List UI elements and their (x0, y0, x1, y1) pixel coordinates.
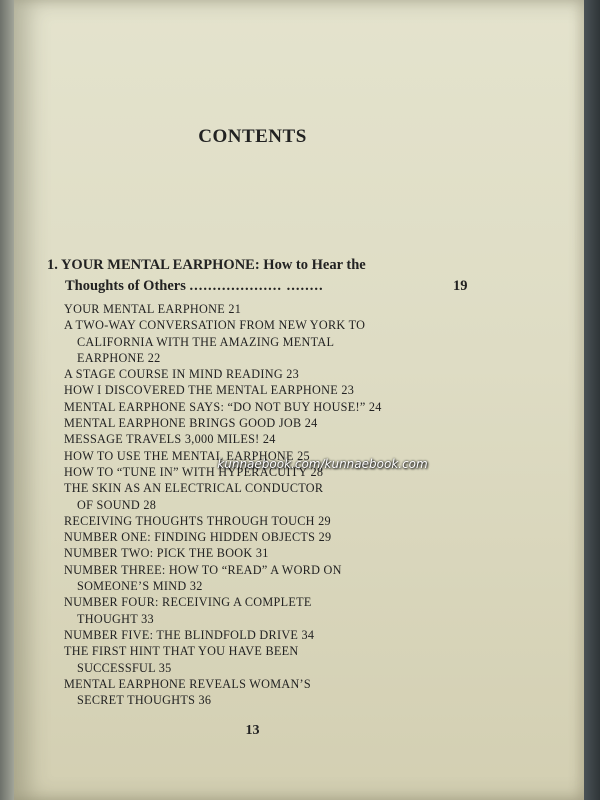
toc-entry-line-cont: OF SOUND 28 (77, 497, 157, 512)
toc-entry (64, 366, 464, 382)
chapter-title: 1. YOUR MENTAL EARPHONE: How to Hear the (47, 257, 366, 273)
toc-entry-line: A TWO-WAY CONVERSATION FROM NEW YORK TO (64, 318, 366, 333)
toc-entry-line: THE FIRST HINT THAT YOU HAVE BEEN (64, 644, 299, 659)
toc-entry (64, 529, 464, 545)
toc-entry-line: NUMBER ONE: FINDING HIDDEN OBJECTS 29 (64, 530, 332, 545)
toc-entry-line: NUMBER FOUR: RECEIVING A COMPLETE (64, 595, 312, 610)
chapter-entry (47, 255, 477, 297)
toc-entry-line: MENTAL EARPHONE BRINGS GOOD JOB 24 (64, 416, 318, 431)
toc-entry (64, 415, 464, 431)
toc-entry-line: MENTAL EARPHONE REVEALS WOMAN’S (64, 676, 311, 691)
toc-entry (64, 431, 464, 447)
toc-entry (64, 562, 464, 595)
toc-entry (64, 594, 464, 627)
toc-entry-line-cont: SECRET THOUGHTS 36 (77, 693, 212, 708)
toc-entry (64, 382, 464, 398)
toc-entry-line-cont: SOMEONE’S MIND 32 (77, 579, 203, 594)
toc-entry-line: HOW TO USE THE MENTAL EARPHONE 25 (64, 448, 310, 463)
toc-entry-line: RECEIVING THOUGHTS THROUGH TOUCH 29 (64, 513, 331, 528)
toc-entry-line: HOW I DISCOVERED THE MENTAL EARPHONE 23 (64, 383, 355, 398)
chapter-page-number: 19 (453, 278, 468, 294)
toc-entry (64, 399, 464, 415)
toc-entry-line-cont: CALIFORNIA WITH THE AMAZING MENTAL (77, 334, 335, 349)
book-cover-edge (584, 0, 600, 800)
chapter-title-cont (47, 276, 477, 297)
page-number: 13 (245, 723, 260, 738)
toc-entry-line-cont: SUCCESSFUL 35 (77, 660, 172, 675)
toc-entry (64, 301, 464, 317)
toc-entry-line: NUMBER THREE: HOW TO “READ” A WORD ON (64, 562, 342, 577)
toc-entry-line-cont: THOUGHT 33 (77, 611, 154, 626)
contents-heading: CONTENTS (198, 126, 307, 147)
chapter-subtitle: Thoughts of Others (65, 278, 186, 294)
toc-entry (64, 545, 464, 561)
toc-entry-line: THE SKIN AS AN ELECTRICAL CONDUCTOR (64, 481, 324, 496)
toc-entry (64, 480, 464, 513)
toc-entry (64, 627, 464, 643)
toc-entry-line: NUMBER TWO: PICK THE BOOK 31 (64, 546, 269, 561)
toc-entry (64, 513, 464, 529)
toc-entry-line: MESSAGE TRAVELS 3,000 MILES! 24 (64, 432, 276, 447)
toc-entry-line-cont: EARPHONE 22 (77, 350, 161, 365)
toc-entry (64, 643, 464, 676)
toc-entry-line: YOUR MENTAL EARPHONE 21 (64, 302, 242, 316)
toc-entry (64, 317, 464, 366)
watermark-text: kunnaebook.com/kunnaebook.com (217, 457, 428, 471)
toc-entry-list (64, 301, 464, 708)
toc-entry-line: MENTAL EARPHONE SAYS: “DO NOT BUY HOUSE!” 24 (64, 399, 382, 414)
toc-entry-line: NUMBER FIVE: THE BLINDFOLD DRIVE 34 (64, 627, 315, 642)
toc-entry (64, 676, 464, 709)
toc-entry-line: A STAGE COURSE IN MIND READING 23 (64, 367, 300, 382)
toc-entry-line: HOW TO “TUNE IN” WITH HYPERACUITY 28 (64, 464, 324, 479)
leader-dots: .................... ........ (189, 278, 324, 294)
